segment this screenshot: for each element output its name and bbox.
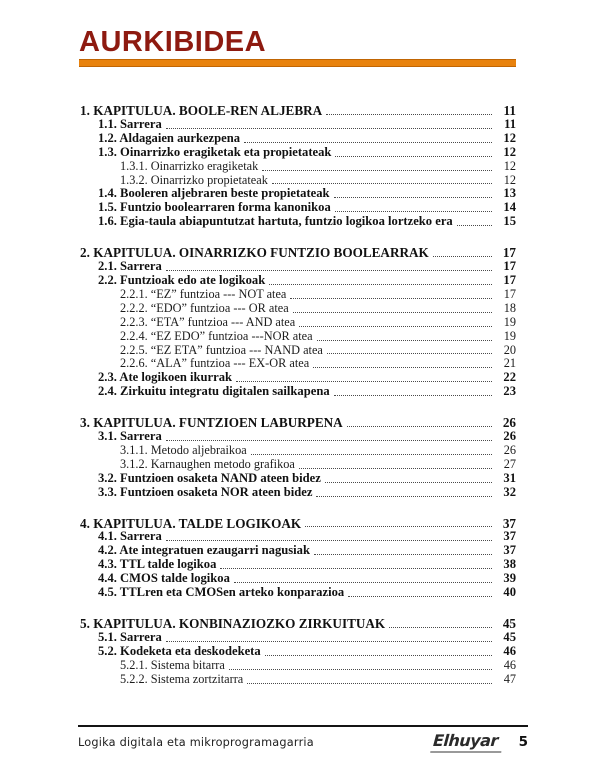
toc-entry-label: 1. KAPITULUA. BOOLE-REN ALJEBRA <box>80 103 323 118</box>
dot-leader <box>166 128 492 129</box>
dot-leader <box>234 582 492 583</box>
toc-entry <box>80 472 516 486</box>
toc-entry <box>80 344 516 358</box>
toc-entry-label: 4.5. TTLren eta CMOSen arteko konparazioa <box>98 585 345 600</box>
toc-entry <box>80 659 516 673</box>
toc-entry-label: 2.2.1. “EZ” funtzioa --- NOT atea <box>120 286 287 301</box>
title-underline-bar <box>79 59 516 67</box>
toc-entry-label: 2.2.2. “EDO” funtzioa --- OR atea <box>120 300 289 315</box>
toc-chapter-heading <box>80 617 516 631</box>
toc-entry-label: 1.3. Oinarrizko eragiketak eta propietateak <box>98 144 332 159</box>
toc-entry <box>80 274 516 288</box>
toc-entry-page-number: 17 <box>503 272 516 287</box>
toc-entry-page-number: 39 <box>503 571 516 586</box>
toc-chapter <box>80 517 516 600</box>
toc-entry <box>80 330 516 344</box>
toc-entry-label: 1.6. Egia-taula abiapuntutzat hartuta, funtzio logikoa lortzeko era <box>98 214 453 229</box>
footer <box>78 731 528 753</box>
toc-entry <box>80 486 516 500</box>
toc-entry-page-number: 17 <box>503 259 516 274</box>
dot-leader <box>334 197 492 198</box>
dot-leader <box>265 655 492 656</box>
toc-entry-page-number: 26 <box>503 442 516 457</box>
toc-chapter <box>80 617 516 687</box>
toc-entry-page-number: 19 <box>503 314 516 329</box>
toc-entry-label: 2.2.4. “EZ EDO” funtzioa ---NOR atea <box>120 328 313 343</box>
toc-entry-label: 4.3. TTL talde logikoa <box>98 557 217 572</box>
toc-entry <box>80 160 516 174</box>
toc-entry-page-number: 37 <box>502 515 516 531</box>
toc-entry-label: 5.1. Sarrera <box>98 629 162 644</box>
toc-entry-page-number: 12 <box>503 158 516 173</box>
toc-entry-page-number: 37 <box>503 529 516 544</box>
toc-entry <box>80 558 516 572</box>
dot-leader <box>299 326 492 327</box>
toc-entry-label: 3.1. Sarrera <box>98 429 162 444</box>
toc-entry-label: 2.2.3. “ETA” funtzioa --- AND atea <box>120 314 296 329</box>
dot-leader <box>166 440 492 441</box>
toc-chapter <box>80 416 516 499</box>
dot-leader <box>433 256 492 257</box>
dot-leader <box>325 482 492 483</box>
toc-entry-label: 3. KAPITULUA. FUNTZIOEN LABURPENA <box>80 415 343 431</box>
dot-leader <box>326 114 492 115</box>
toc-entry-page-number: 38 <box>503 557 516 572</box>
toc-entry-page-number: 19 <box>503 328 516 343</box>
toc-entry-page-number: 12 <box>503 130 516 145</box>
page-title: AURKIBIDEA <box>79 26 267 58</box>
dot-leader <box>305 526 492 527</box>
toc-entry-label: 3.1.2. Karnaughen metodo grafikoa <box>120 456 295 471</box>
toc-entry-page-number: 23 <box>503 384 516 399</box>
toc-entry-page-number: 15 <box>503 214 516 229</box>
toc-entry-page-number: 17 <box>502 245 516 261</box>
toc-entry-label: 1.1. Sarrera <box>98 116 162 131</box>
dot-leader <box>293 312 492 313</box>
toc-entry-page-number: 12 <box>503 144 516 159</box>
toc-entry <box>80 201 516 215</box>
toc-entry-label: 2. KAPITULUA. OINARRIZKO FUNTZIO BOOLEARRAK <box>80 245 429 261</box>
dot-leader <box>335 156 492 157</box>
dot-leader <box>269 284 492 285</box>
dot-leader <box>334 395 492 396</box>
toc-entry-page-number: 37 <box>503 543 516 558</box>
toc-chapter <box>80 104 516 229</box>
dot-leader <box>348 596 492 597</box>
toc-entry-label: 4.1. Sarrera <box>98 529 162 544</box>
dot-leader <box>166 641 492 642</box>
toc-entry-page-number: 45 <box>503 629 516 644</box>
toc-entry-label: 2.4. Zirkuitu integratu digitalen sailkapena <box>98 384 330 399</box>
toc-entry-page-number: 27 <box>503 456 516 471</box>
toc-entry <box>80 371 516 385</box>
toc-entry <box>80 174 516 188</box>
toc-entry-page-number: 31 <box>503 470 516 485</box>
toc-entry-page-number: 13 <box>503 186 516 201</box>
toc-entry-page-number: 17 <box>503 286 516 301</box>
toc-entry-page-number: 47 <box>503 671 516 686</box>
toc-entry-page-number: 26 <box>503 429 516 444</box>
toc-entry-label: 5.2.1. Sistema bitarra <box>120 657 225 672</box>
toc-entry-page-number: 11 <box>504 116 516 131</box>
dot-leader <box>236 381 492 382</box>
toc-entry-page-number: 12 <box>503 172 516 187</box>
dot-leader <box>313 367 492 368</box>
toc-entry <box>80 215 516 229</box>
dot-leader <box>314 554 492 555</box>
toc-entry-page-number: 46 <box>503 643 516 658</box>
toc-entry-label: 3.1.1. Metodo aljebraikoa <box>120 442 247 457</box>
elhuyar-logo: Elhuyar <box>430 731 502 753</box>
toc-entry-page-number: 26 <box>502 415 516 431</box>
dot-leader <box>262 170 492 171</box>
toc-entry <box>80 187 516 201</box>
dot-leader <box>389 627 492 628</box>
toc-entry <box>80 544 516 558</box>
toc-entry-label: 5.2. Kodeketa eta deskodeketa <box>98 643 261 658</box>
dot-leader <box>166 540 492 541</box>
toc-entry <box>80 631 516 645</box>
toc-entry-label: 4.2. Ate integratuen ezaugarri nagusiak <box>98 543 310 558</box>
toc-entry-label: 2.3. Ate logikoen ikurrak <box>98 370 232 385</box>
toc-entry-page-number: 20 <box>503 342 516 357</box>
toc <box>80 104 516 687</box>
toc-entry-label: 4.4. CMOS talde logikoa <box>98 571 230 586</box>
toc-entry-page-number: 11 <box>503 103 516 118</box>
toc-entry <box>80 132 516 146</box>
toc-entry <box>80 673 516 687</box>
toc-entry-label: 1.5. Funtzio boolearraren forma kanonikoa <box>98 200 331 215</box>
toc-entry <box>80 430 516 444</box>
toc-entry <box>80 316 516 330</box>
footer-right-group <box>431 731 528 753</box>
dot-leader <box>166 270 492 271</box>
toc-entry <box>80 586 516 600</box>
toc-chapter-heading <box>80 416 516 430</box>
toc-entry <box>80 458 516 472</box>
toc-entry-label: 2.2.6. “ALA” funtzioa --- EX-OR atea <box>120 356 310 371</box>
dot-leader <box>317 340 492 341</box>
dot-leader <box>335 211 492 212</box>
toc-entry-label: 3.3. Funtzioen osaketa NOR ateen bidez <box>98 484 313 499</box>
toc-entry <box>80 357 516 371</box>
toc-entry-page-number: 32 <box>503 484 516 499</box>
dot-leader <box>457 225 492 226</box>
toc-entry-page-number: 21 <box>503 356 516 371</box>
toc-chapter-heading <box>80 517 516 531</box>
toc-entry <box>80 572 516 586</box>
toc-entry-page-number: 14 <box>503 200 516 215</box>
toc-entry-label: 2.2. Funtzioak edo ate logikoak <box>98 272 266 287</box>
toc-entry <box>80 645 516 659</box>
toc-entry-label: 1.3.2. Oinarrizko propietateak <box>120 172 268 187</box>
dot-leader <box>327 353 492 354</box>
toc-entry-page-number: 18 <box>503 300 516 315</box>
toc-entry <box>80 146 516 160</box>
dot-leader <box>229 669 492 670</box>
dot-leader <box>244 142 492 143</box>
toc-entry <box>80 118 516 132</box>
toc-entry-label: 4. KAPITULUA. TALDE LOGIKOAK <box>80 515 302 531</box>
dot-leader <box>290 298 492 299</box>
toc-entry <box>80 444 516 458</box>
toc-entry-page-number: 40 <box>503 585 516 600</box>
dot-leader <box>347 426 492 427</box>
toc-entry-label: 3.2. Funtzioen osaketa NAND ateen bidez <box>98 470 321 485</box>
toc-entry-label: 2.2.5. “EZ ETA” funtzioa --- NAND atea <box>120 342 323 357</box>
toc-entry-label: 1.3.1. Oinarrizko eragiketak <box>120 158 259 173</box>
toc-entry <box>80 530 516 544</box>
toc-entry-label: 2.1. Sarrera <box>98 259 162 274</box>
toc-chapter-heading <box>80 246 516 260</box>
dot-leader <box>316 496 492 497</box>
toc-chapter-heading <box>80 104 516 118</box>
dot-leader <box>299 468 492 469</box>
dot-leader <box>247 683 492 684</box>
footer-rule <box>78 725 528 727</box>
dot-leader <box>220 568 492 569</box>
toc-entry-label: 1.4. Booleren aljebraren beste propietateak <box>98 186 330 201</box>
toc-entry-page-number: 22 <box>503 370 516 385</box>
toc-chapter <box>80 246 516 399</box>
footer-book-title: Logika digitala eta mikroprogramagarria <box>78 735 314 749</box>
dot-leader <box>272 183 492 184</box>
toc-entry <box>80 260 516 274</box>
toc-entry <box>80 302 516 316</box>
toc-entry-label: 1.2. Aldagaien aurkezpena <box>98 130 241 145</box>
toc-entry-label: 5.2.2. Sistema zortzitarra <box>120 671 244 686</box>
toc-entry-label: 5. KAPITULUA. KONBINAZIOZKO ZIRKUITUAK <box>80 616 386 631</box>
page-number: 5 <box>518 734 528 750</box>
toc-entry-page-number: 46 <box>503 657 516 672</box>
toc-entry <box>80 385 516 399</box>
toc-entry-page-number: 45 <box>502 616 516 631</box>
dot-leader <box>251 454 492 455</box>
toc-entry <box>80 288 516 302</box>
